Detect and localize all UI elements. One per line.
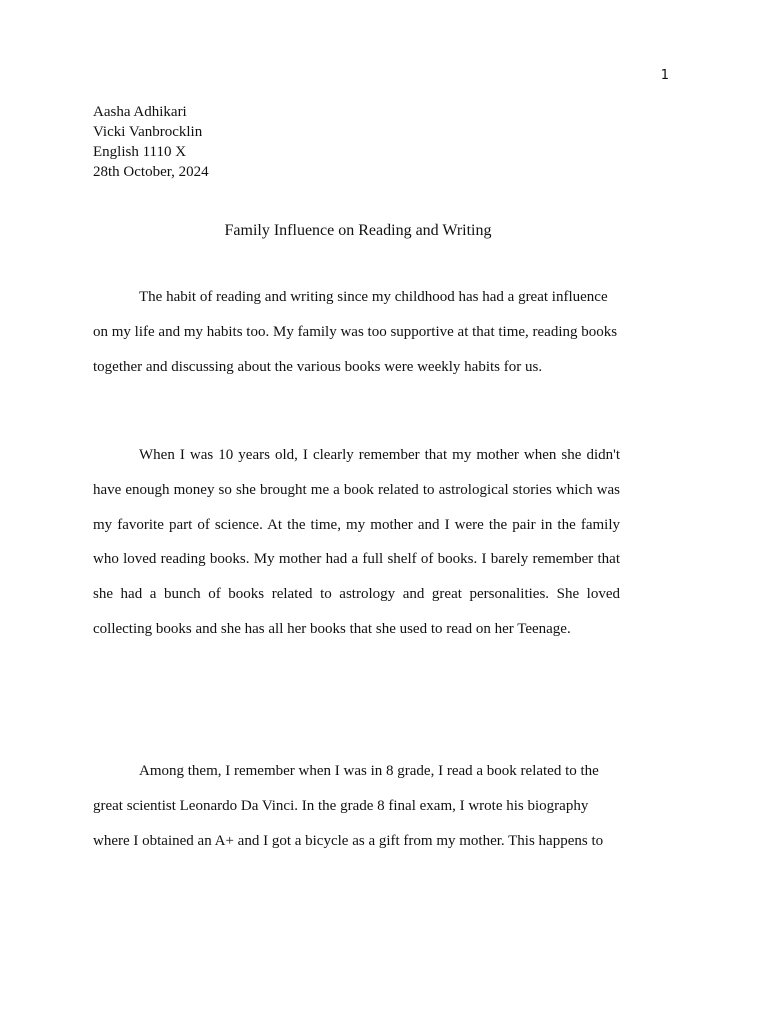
page-number: 1 [660, 68, 669, 83]
instructor-name: Vicki Vanbrocklin [93, 124, 203, 140]
essay-title: Family Influence on Reading and Writing [224, 222, 492, 239]
body-paragraph: Among them, I remember when I was in 8 grade, I read a book related to the great scientist Leonardo Da Vinci. In the grade 8 final exam, I wrote his biography where I obtained an A+ and I got a bicycle as a gift from my mother. This happens to [93, 763, 604, 849]
document-date: 28th October, 2024 [93, 164, 209, 180]
document-header [93, 102, 209, 182]
body-paragraph: When I was 10 years old, I clearly remember that my mother when she didn't have enough money so she brought me a book related to astrological stories which was my favorite part of science. At the time, my mother and I were the pair in the family who loved reading books. My mother had a full shelf of books. I barely remember that she had a bunch of books related to astrology and great personalities. She loved collecting books and she has all her books that she used to read on her Teenage. [93, 447, 620, 637]
course-name: English 1110 X [93, 144, 187, 160]
body-paragraph: The habit of reading and writing since my childhood has had a great influence on my life and my habits too. My family was too supportive at that time, reading books together and discussing about the various books were weekly habits for us. [93, 289, 618, 375]
author-name: Aasha Adhikari [93, 104, 187, 120]
